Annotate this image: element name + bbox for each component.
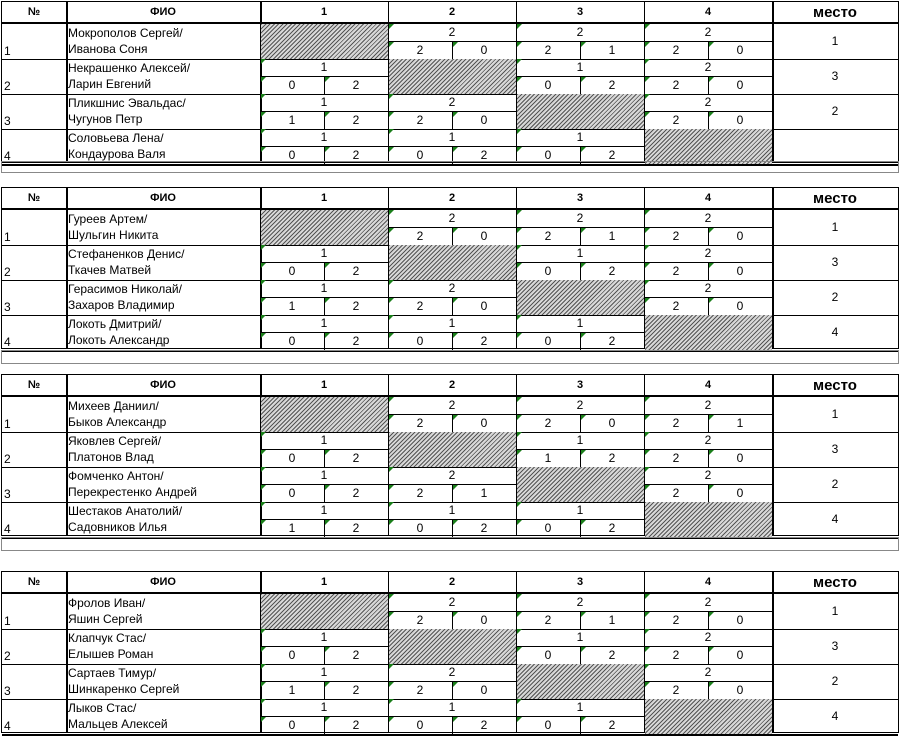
place-value[interactable]: 1 [831,604,839,618]
set-score-left[interactable]: 2 [544,613,552,627]
match-result[interactable]: 1 [576,630,584,644]
set-score-right[interactable]: 0 [480,613,488,627]
set-score-right[interactable]: 0 [480,683,488,697]
set-score-left[interactable]: 0 [544,648,552,662]
place-value[interactable]: 2 [831,674,839,688]
diagonal-cell [517,467,644,502]
player-name-2: Шульгин Никита [68,228,159,242]
match-result[interactable]: 1 [320,130,328,144]
header-fio: ФИО [150,6,176,18]
set-score-left[interactable]: 2 [672,451,680,465]
diagonal-cell [389,59,516,94]
player-name-1: Соловьева Лена/ [68,131,164,145]
set-score-left[interactable]: 1 [288,521,296,535]
player-name-2: Быков Александр [68,415,167,429]
set-score-right[interactable]: 0 [480,229,488,243]
set-score-left[interactable]: 0 [288,264,296,278]
place-value[interactable]: 3 [831,69,839,83]
spacer-row [1,537,899,551]
match-result[interactable]: 1 [320,433,328,447]
diagonal-cell [645,315,772,350]
row-number: 1 [4,614,11,628]
row-number: 4 [4,335,11,349]
set-score-right[interactable]: 2 [352,521,360,535]
set-score-left[interactable]: 1 [288,113,296,127]
set-score-right[interactable]: 2 [608,648,616,662]
set-score-left[interactable]: 2 [416,486,424,500]
set-score-right[interactable]: 2 [608,78,616,92]
set-score-right[interactable]: 2 [352,486,360,500]
set-score-right[interactable]: 1 [608,43,616,57]
player-name-2: Локоть Александр [68,333,170,347]
set-score-left[interactable]: 0 [288,78,296,92]
header-num: № [27,379,41,391]
player-name-1: Клапчук Стас/ [68,631,147,645]
set-score-left[interactable]: 0 [544,264,552,278]
table-row [2,699,898,736]
header-row [2,375,898,397]
table-row [2,467,898,503]
header-col-3: 3 [576,6,584,18]
set-score-right[interactable]: 0 [736,113,744,127]
header-col-1: 1 [320,6,328,18]
match-result[interactable]: 2 [704,211,712,225]
set-score-left[interactable]: 0 [416,148,424,162]
match-result[interactable]: 2 [704,398,712,412]
player-name-1: Лыков Стас/ [68,701,137,715]
player-name-2: Ларин Евгений [68,77,152,91]
set-score-left[interactable]: 2 [416,229,424,243]
set-score-right[interactable]: 2 [480,521,488,535]
header-col-3: 3 [576,379,584,391]
set-score-right[interactable]: 2 [352,683,360,697]
match-result[interactable]: 1 [320,60,328,74]
match-result[interactable]: 1 [448,316,456,330]
match-result[interactable]: 2 [576,25,584,39]
diagonal-cell [389,629,516,664]
set-score-left[interactable]: 0 [288,451,296,465]
set-score-right[interactable]: 2 [352,718,360,732]
match-result[interactable]: 2 [704,630,712,644]
player-name-1: Стефаненков Денис/ [68,247,185,261]
set-score-left[interactable]: 2 [672,299,680,313]
diagonal-cell [645,502,772,537]
diagonal-cell [517,664,644,699]
header-fio: ФИО [150,379,176,391]
group-table [1,187,899,349]
diagonal-cell [517,280,644,315]
player-name-2: Мальцев Алексей [68,717,168,731]
set-score-right[interactable]: 0 [736,299,744,313]
diagonal-cell [261,594,388,629]
header-col-4: 4 [704,192,712,204]
header-row [2,2,898,24]
table-row [2,210,898,246]
set-score-right[interactable]: 2 [352,334,360,348]
table-row [2,315,898,352]
header-col-2: 2 [448,576,456,588]
spacer-row [1,161,899,173]
set-score-right[interactable]: 0 [736,78,744,92]
set-score-right[interactable]: 0 [736,683,744,697]
match-result[interactable]: 2 [448,281,456,295]
diagonal-cell [645,699,772,734]
diagonal-cell [517,94,644,129]
header-col-2: 2 [448,6,456,18]
diagonal-cell [389,432,516,467]
row-number: 3 [4,684,11,698]
table-row [2,24,898,60]
player-name-2: Платонов Влад [68,450,154,464]
set-score-left[interactable]: 2 [416,113,424,127]
set-score-right[interactable]: 0 [736,43,744,57]
match-result[interactable]: 1 [448,503,456,517]
set-score-right[interactable]: 2 [480,334,488,348]
set-score-right[interactable]: 2 [352,648,360,662]
match-result[interactable]: 1 [576,316,584,330]
match-result[interactable]: 2 [576,211,584,225]
match-result[interactable]: 2 [448,25,456,39]
set-score-right[interactable]: 2 [608,718,616,732]
row-number: 1 [4,230,11,244]
set-score-right[interactable]: 2 [608,148,616,162]
set-score-left[interactable]: 2 [672,229,680,243]
player-name-2: Яшин Сергей [68,612,143,626]
row-number: 4 [4,719,11,733]
set-score-left[interactable]: 0 [288,334,296,348]
set-score-right[interactable]: 0 [736,613,744,627]
spacer-row [1,350,899,364]
place-value[interactable]: 4 [831,709,839,723]
player-name-1: Мокрополов Сергей/ [68,26,183,40]
header-fio: ФИО [150,576,176,588]
set-score-left[interactable]: 0 [288,486,296,500]
set-score-left[interactable]: 0 [544,78,552,92]
match-result[interactable]: 2 [704,595,712,609]
set-score-left[interactable]: 2 [672,486,680,500]
set-score-right[interactable]: 0 [736,451,744,465]
match-result[interactable]: 2 [576,398,584,412]
set-score-left[interactable]: 2 [416,299,424,313]
player-name-2: Иванова Соня [68,42,148,56]
set-score-left[interactable]: 2 [672,264,680,278]
header-place: место [813,3,857,21]
group-table [1,374,899,536]
set-score-left[interactable]: 1 [288,683,296,697]
player-name-1: Фролов Иван/ [68,596,146,610]
set-score-left[interactable]: 0 [288,648,296,662]
player-name-2: Садовников Илья [68,520,167,534]
set-score-right[interactable]: 1 [480,486,488,500]
player-name-1: Сартаев Тимур/ [68,666,157,680]
player-name-1: Фомченко Антон/ [68,469,164,483]
table-row [2,59,898,95]
match-result[interactable]: 2 [704,433,712,447]
set-score-left[interactable]: 0 [544,718,552,732]
player-name-1: Михеев Даниил/ [68,399,159,413]
set-score-left[interactable]: 0 [544,334,552,348]
set-score-right[interactable]: 0 [480,299,488,313]
set-score-right[interactable]: 0 [480,416,488,430]
row-number: 3 [4,300,11,314]
header-row [2,572,898,594]
match-result[interactable]: 2 [448,398,456,412]
match-result[interactable]: 2 [704,95,712,109]
set-score-right[interactable]: 1 [736,416,744,430]
match-result[interactable]: 1 [448,130,456,144]
player-name-1: Некрашенко Алексей/ [68,61,191,75]
header-num: № [27,576,41,588]
player-name-2: Шинкаренко Сергей [68,682,180,696]
table-row [2,594,898,630]
set-score-left[interactable]: 2 [672,683,680,697]
diagonal-cell [261,397,388,432]
match-result[interactable]: 2 [576,595,584,609]
set-score-left[interactable]: 0 [544,521,552,535]
header-col-4: 4 [704,6,712,18]
place-value[interactable]: 2 [831,104,839,118]
header-col-4: 4 [704,576,712,588]
set-score-right[interactable]: 2 [352,264,360,278]
set-score-right[interactable]: 0 [480,113,488,127]
set-score-left[interactable]: 2 [544,229,552,243]
place-value[interactable]: 3 [831,255,839,269]
header-col-1: 1 [320,576,328,588]
row-number: 1 [4,44,11,58]
set-score-right[interactable]: 2 [480,718,488,732]
place-value[interactable]: 3 [831,639,839,653]
diagonal-cell [645,129,772,164]
header-place: место [813,376,857,394]
header-col-2: 2 [448,192,456,204]
set-score-left[interactable]: 1 [288,299,296,313]
set-score-left[interactable]: 2 [416,43,424,57]
set-score-left[interactable]: 0 [416,521,424,535]
match-result[interactable]: 1 [320,665,328,679]
header-col-1: 1 [320,192,328,204]
header-num: № [27,6,41,18]
player-name-2: Елышев Роман [68,647,154,661]
header-col-3: 3 [576,576,584,588]
set-score-right[interactable]: 2 [608,334,616,348]
row-number: 2 [4,649,11,663]
match-result[interactable]: 2 [448,95,456,109]
set-score-right[interactable]: 0 [480,43,488,57]
place-value[interactable]: 1 [831,34,839,48]
diagonal-cell [261,24,388,59]
set-score-right[interactable]: 1 [608,229,616,243]
set-score-right[interactable]: 2 [480,148,488,162]
row-number: 2 [4,452,11,466]
place-value[interactable]: 1 [831,407,839,421]
match-result[interactable]: 1 [448,700,456,714]
place-value[interactable]: 4 [831,512,839,526]
match-result[interactable]: 2 [448,468,456,482]
row-number: 4 [4,522,11,536]
row-number: 1 [4,417,11,431]
set-score-right[interactable]: 1 [608,613,616,627]
table-row [2,432,898,468]
set-score-left[interactable]: 0 [544,148,552,162]
group-table [1,1,899,163]
set-score-left[interactable]: 0 [416,718,424,732]
match-result[interactable]: 1 [320,246,328,260]
diagonal-cell [389,245,516,280]
place-value[interactable]: 2 [831,477,839,491]
header-num: № [27,192,41,204]
header-place: место [813,189,857,207]
match-result[interactable]: 2 [704,281,712,295]
table-row [2,245,898,281]
match-result[interactable]: 1 [320,700,328,714]
set-score-left[interactable]: 2 [416,416,424,430]
set-score-right[interactable]: 2 [352,113,360,127]
set-score-left[interactable]: 2 [672,78,680,92]
match-result[interactable]: 1 [576,433,584,447]
player-name-1: Локоть Дмитрий/ [68,317,162,331]
table-row [2,664,898,700]
row-number: 3 [4,114,11,128]
match-result[interactable]: 2 [704,246,712,260]
set-score-right[interactable]: 2 [608,264,616,278]
match-result[interactable]: 1 [320,95,328,109]
set-score-right[interactable]: 0 [608,416,616,430]
place-value[interactable]: 1 [831,220,839,234]
row-number: 2 [4,79,11,93]
match-result[interactable]: 1 [320,503,328,517]
set-score-left[interactable]: 2 [672,113,680,127]
player-name-1: Яковлев Сергей/ [68,434,162,448]
match-result[interactable]: 1 [320,468,328,482]
match-result[interactable]: 1 [320,316,328,330]
set-score-right[interactable]: 2 [352,299,360,313]
set-score-right[interactable]: 0 [736,648,744,662]
place-value[interactable]: 2 [831,290,839,304]
header-col-4: 4 [704,379,712,391]
place-value[interactable]: 4 [831,325,839,339]
set-score-left[interactable]: 0 [288,148,296,162]
set-score-left[interactable]: 0 [288,718,296,732]
set-score-left[interactable]: 0 [416,334,424,348]
match-result[interactable]: 1 [576,700,584,714]
table-row [2,280,898,316]
player-name-2: Ткачев Матвей [68,263,152,277]
group-table [1,571,899,733]
player-name-2: Кондаурова Валя [68,147,166,161]
set-score-right[interactable]: 0 [736,264,744,278]
match-result[interactable]: 1 [320,281,328,295]
set-score-right[interactable]: 0 [736,229,744,243]
match-result[interactable]: 2 [704,60,712,74]
match-result[interactable]: 2 [704,665,712,679]
set-score-right[interactable]: 2 [352,451,360,465]
set-score-left[interactable]: 2 [544,416,552,430]
player-name-2: Чугунов Петр [68,112,143,126]
row-number: 3 [4,487,11,501]
player-name-2: Перекрестенко Андрей [68,485,197,499]
header-place: место [813,573,857,591]
set-score-left[interactable]: 2 [672,43,680,57]
set-score-left[interactable]: 1 [544,451,552,465]
match-result[interactable]: 1 [576,130,584,144]
player-name-1: Гуреев Артем/ [68,212,148,226]
row-number: 4 [4,149,11,163]
player-name-1: Шестаков Анатолий/ [68,504,183,518]
set-score-left[interactable]: 2 [672,416,680,430]
row-number: 2 [4,265,11,279]
set-score-left[interactable]: 2 [544,43,552,57]
set-score-left[interactable]: 2 [416,613,424,627]
set-score-right[interactable]: 2 [608,521,616,535]
set-score-right[interactable]: 0 [736,486,744,500]
set-score-left[interactable]: 2 [672,648,680,662]
header-row [2,188,898,210]
match-result[interactable]: 2 [448,595,456,609]
table-row [2,502,898,539]
player-name-2: Захаров Владимир [68,298,175,312]
set-score-left[interactable]: 2 [416,683,424,697]
table-row [2,629,898,665]
table-row [2,397,898,433]
header-col-3: 3 [576,192,584,204]
table-row [2,94,898,130]
header-col-1: 1 [320,379,328,391]
place-value[interactable]: 3 [831,442,839,456]
set-score-right[interactable]: 2 [352,78,360,92]
player-name-1: Пликшнис Эвальдас/ [68,96,186,110]
match-result[interactable]: 1 [576,60,584,74]
set-score-right[interactable]: 2 [352,148,360,162]
set-score-right[interactable]: 2 [608,451,616,465]
diagonal-cell [261,210,388,245]
player-name-1: Герасимов Николай/ [68,282,182,296]
match-result[interactable]: 1 [320,630,328,644]
match-result[interactable]: 1 [576,246,584,260]
header-col-2: 2 [448,379,456,391]
match-result[interactable]: 2 [704,25,712,39]
set-score-left[interactable]: 2 [672,613,680,627]
match-result[interactable]: 2 [448,211,456,225]
match-result[interactable]: 1 [576,503,584,517]
match-result[interactable]: 2 [704,468,712,482]
header-fio: ФИО [150,192,176,204]
match-result[interactable]: 2 [448,665,456,679]
